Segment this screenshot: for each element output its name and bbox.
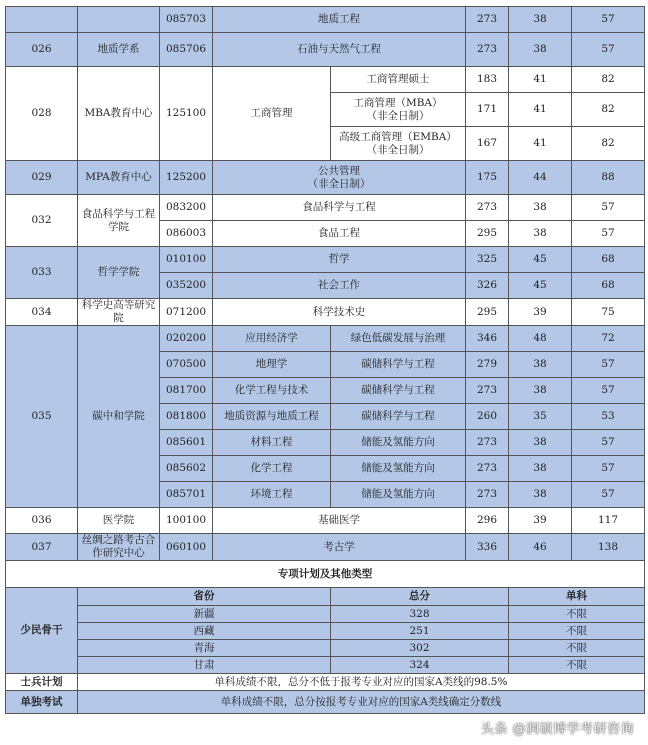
major-code-cell: 085701 [160, 482, 213, 508]
province-header: 省份 [78, 588, 331, 606]
single1-cell: 38 [509, 482, 572, 508]
single2-cell: 57 [572, 482, 645, 508]
college-cell: 碳中和学院 [78, 326, 160, 508]
total-cell: 302 [331, 640, 509, 657]
single2-cell: 68 [572, 247, 645, 273]
code-cell: 035 [6, 326, 78, 508]
major-cell: 食品科学与工程 [213, 195, 466, 221]
college-cell: MBA教育中心 [78, 67, 160, 161]
major-cell [213, 161, 466, 195]
total-cell: 273 [466, 195, 509, 221]
single2-cell: 82 [572, 67, 645, 93]
major-cell: 地理学 [213, 352, 331, 378]
major-line: 公共管理 [318, 164, 360, 177]
single1-cell: 44 [509, 161, 572, 195]
major-code-cell: 125100 [160, 67, 213, 161]
total-cell: 273 [466, 33, 509, 67]
independent-text: 单科成绩不限，总分按报考专业对应的国家A类线确定分数线 [78, 691, 645, 714]
major-cell: 石油与天然气工程 [213, 33, 466, 67]
single2-cell: 57 [572, 33, 645, 67]
major-code-cell: 035200 [160, 273, 213, 299]
single1-cell: 38 [509, 7, 572, 33]
direction-line: （非全日制） [366, 109, 430, 122]
direction-cell: 工商管理硕士 [331, 67, 466, 93]
single1-cell: 41 [509, 93, 572, 127]
total-cell: 171 [466, 93, 509, 127]
single1-cell: 46 [509, 534, 572, 561]
single1-cell: 48 [509, 326, 572, 352]
major-code-cell: 060100 [160, 534, 213, 561]
code-cell: 033 [6, 247, 78, 299]
direction-line: 高级工商管理（EMBA） [339, 130, 457, 143]
major-code-cell: 081800 [160, 404, 213, 430]
direction-cell: 储能及氢能方向 [331, 482, 466, 508]
total-cell: 273 [466, 378, 509, 404]
single-cell: 不限 [509, 606, 645, 623]
single-header: 单科 [509, 588, 645, 606]
direction-cell: 储能及氢能方向 [331, 430, 466, 456]
college-cell: 食品科学与工程学院 [78, 195, 160, 247]
code-cell: 034 [6, 299, 78, 326]
major-cell: 哲学 [213, 247, 466, 273]
total-cell: 183 [466, 67, 509, 93]
soldier-text: 单科成绩不限，总分不低于报考专业对应的国家A类线的98.5% [78, 674, 645, 691]
single2-cell: 53 [572, 404, 645, 430]
direction-cell: 碳储科学与工程 [331, 378, 466, 404]
direction-line: （非全日制） [366, 143, 430, 156]
major-cell: 化学工程与技术 [213, 378, 331, 404]
college-cell: 丝绸之路考古合作研究中心 [78, 534, 160, 561]
province-cell: 新疆 [78, 606, 331, 623]
total-cell: 326 [466, 273, 509, 299]
major-code-cell: 086003 [160, 221, 213, 247]
code-cell: 029 [6, 161, 78, 195]
direction-cell [331, 127, 466, 161]
code-cell: 026 [6, 33, 78, 67]
total-cell: 295 [466, 299, 509, 326]
major-cell: 科学技术史 [213, 299, 466, 326]
total-cell: 273 [466, 7, 509, 33]
major-cell: 基础医学 [213, 508, 466, 534]
major-code-cell: 010100 [160, 247, 213, 273]
province-cell: 西藏 [78, 623, 331, 640]
total-cell: 328 [331, 606, 509, 623]
major-cell: 应用经济学 [213, 326, 331, 352]
major-code-cell: 125200 [160, 161, 213, 195]
major-code-cell: 071200 [160, 299, 213, 326]
direction-cell [331, 93, 466, 127]
major-code-cell: 020200 [160, 326, 213, 352]
major-code-cell: 085706 [160, 33, 213, 67]
single2-cell: 72 [572, 326, 645, 352]
major-code-cell: 070500 [160, 352, 213, 378]
section-title: 专项计划及其他类型 [6, 561, 645, 588]
province-cell: 甘肃 [78, 657, 331, 674]
code-cell [6, 7, 78, 33]
total-cell: 251 [331, 623, 509, 640]
total-cell: 325 [466, 247, 509, 273]
total-cell: 260 [466, 404, 509, 430]
single1-cell: 38 [509, 195, 572, 221]
major-code-cell: 100100 [160, 508, 213, 534]
single1-cell: 38 [509, 352, 572, 378]
major-code-cell: 081700 [160, 378, 213, 404]
total-cell: 167 [466, 127, 509, 161]
college-cell: 医学院 [78, 508, 160, 534]
major-cell: 地质工程 [213, 7, 466, 33]
single1-cell: 45 [509, 273, 572, 299]
single1-cell: 38 [509, 456, 572, 482]
code-cell: 037 [6, 534, 78, 561]
total-cell: 279 [466, 352, 509, 378]
province-cell: 青海 [78, 640, 331, 657]
major-code-cell: 085703 [160, 7, 213, 33]
total-cell: 273 [466, 482, 509, 508]
single1-cell: 38 [509, 378, 572, 404]
single2-cell: 117 [572, 508, 645, 534]
minority-label: 少民骨干 [6, 588, 78, 674]
total-cell: 296 [466, 508, 509, 534]
single1-cell: 41 [509, 127, 572, 161]
major-code-cell: 085601 [160, 430, 213, 456]
code-cell: 028 [6, 67, 78, 161]
college-cell: 哲学学院 [78, 247, 160, 299]
college-cell: MPA教育中心 [78, 161, 160, 195]
watermark: 头条 @润硕博学考研咨询 [480, 722, 634, 737]
single2-cell: 57 [572, 195, 645, 221]
single2-cell: 138 [572, 534, 645, 561]
total-cell: 324 [331, 657, 509, 674]
single1-cell: 35 [509, 404, 572, 430]
major-cell: 考古学 [213, 534, 466, 561]
single1-cell: 39 [509, 299, 572, 326]
single2-cell: 82 [572, 93, 645, 127]
single2-cell: 68 [572, 273, 645, 299]
major-cell: 食品工程 [213, 221, 466, 247]
major-cell: 材料工程 [213, 430, 331, 456]
single-cell: 不限 [509, 640, 645, 657]
single2-cell: 57 [572, 221, 645, 247]
total-cell: 273 [466, 456, 509, 482]
single1-cell: 41 [509, 67, 572, 93]
major-line: （非全日制） [307, 177, 371, 190]
total-cell: 295 [466, 221, 509, 247]
code-cell: 036 [6, 508, 78, 534]
major-code-cell: 085602 [160, 456, 213, 482]
total-cell: 346 [466, 326, 509, 352]
direction-cell: 绿色低碳发展与治理 [331, 326, 466, 352]
single-cell: 不限 [509, 623, 645, 640]
total-cell: 336 [466, 534, 509, 561]
single1-cell: 39 [509, 508, 572, 534]
score-table [5, 6, 645, 714]
soldier-label: 士兵计划 [6, 674, 78, 691]
single2-cell: 57 [572, 352, 645, 378]
college-cell: 科学史高等研究院 [78, 299, 160, 326]
total-cell: 175 [466, 161, 509, 195]
major-cell: 环境工程 [213, 482, 331, 508]
direction-cell: 碳储科学与工程 [331, 352, 466, 378]
total-header: 总分 [331, 588, 509, 606]
direction-cell: 储能及氢能方向 [331, 456, 466, 482]
single1-cell: 45 [509, 247, 572, 273]
major-code-cell: 083200 [160, 195, 213, 221]
direction-cell: 碳储科学与工程 [331, 404, 466, 430]
single1-cell: 38 [509, 430, 572, 456]
single1-cell: 38 [509, 33, 572, 67]
single2-cell: 57 [572, 378, 645, 404]
total-cell: 273 [466, 430, 509, 456]
major-cell: 工商管理 [213, 67, 331, 161]
direction-line: 工商管理（MBA） [353, 96, 443, 109]
single2-cell: 82 [572, 127, 645, 161]
independent-label: 单独考试 [6, 691, 78, 714]
single2-cell: 88 [572, 161, 645, 195]
major-cell: 化学工程 [213, 456, 331, 482]
code-cell: 032 [6, 195, 78, 247]
college-cell [78, 7, 160, 33]
single-cell: 不限 [509, 657, 645, 674]
college-cell: 地质学系 [78, 33, 160, 67]
single2-cell: 57 [572, 430, 645, 456]
single2-cell: 57 [572, 456, 645, 482]
single2-cell: 75 [572, 299, 645, 326]
single2-cell: 57 [572, 7, 645, 33]
single1-cell: 38 [509, 221, 572, 247]
major-cell: 社会工作 [213, 273, 466, 299]
major-cell: 地质资源与地质工程 [213, 404, 331, 430]
